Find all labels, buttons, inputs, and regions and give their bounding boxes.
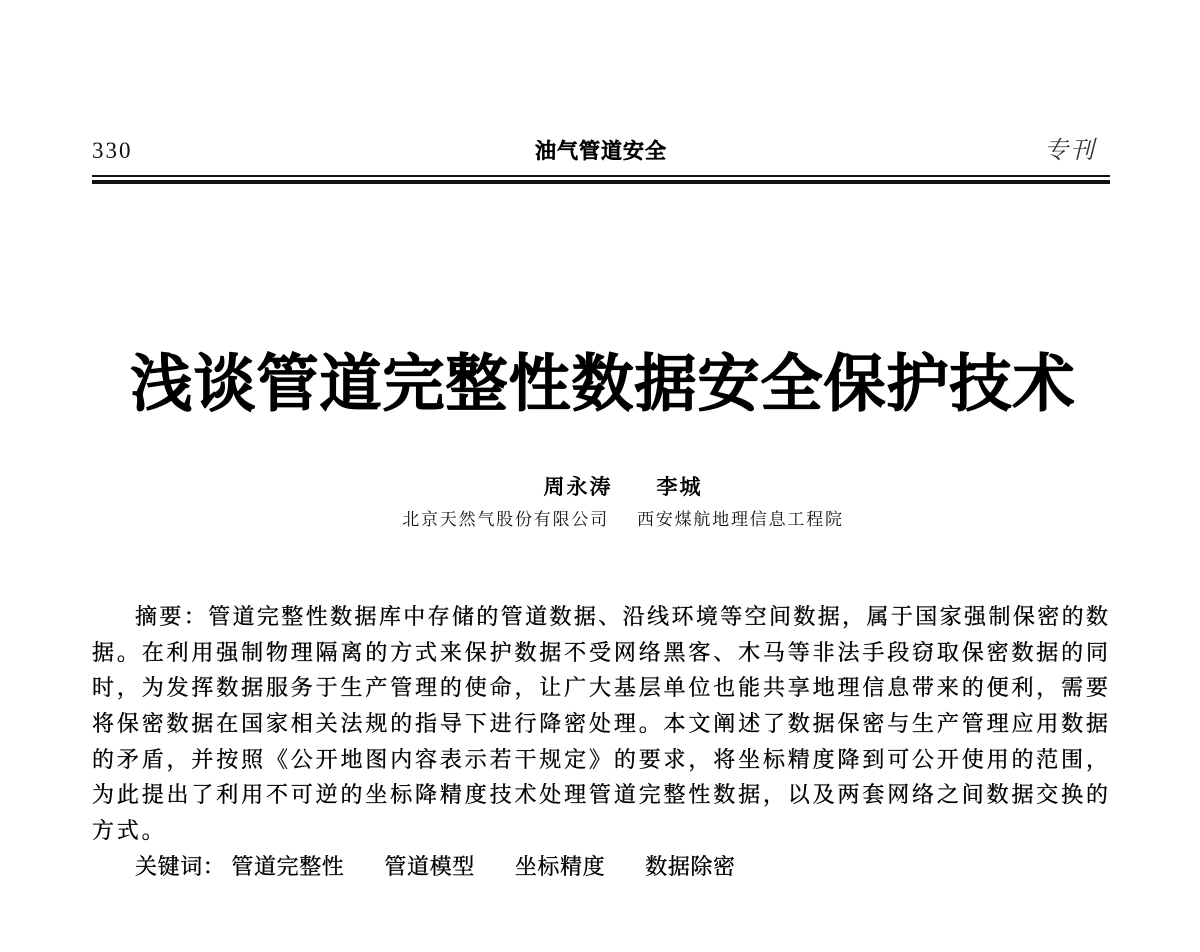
issue-label: 专刊 [1044,138,1096,164]
keyword-item: 管道完整性 [231,854,345,880]
abstract-line: 时，为发挥数据服务于生产管理的使命，让广大基层单位也能共享地理信息带来的便利，需要 [92,676,1111,702]
affiliation: 西安煤航地理信息工程院 [637,510,844,530]
author-name: 李城 [656,474,703,499]
journal-title: 油气管道安全 [535,139,667,163]
running-head [92,137,1110,165]
page-number: 330 [92,138,133,163]
keyword-item: 管道模型 [384,854,475,880]
affiliation: 北京天然气股份有限公司 [402,510,609,530]
affiliation-list [46,509,1200,531]
keywords [92,850,1108,886]
author-name: 周永涛 [543,474,613,499]
abstract-line: 的矛盾，并按照《公开地图内容表示若干规定》的要求，将坐标精度降到可公开使用的范围， [92,747,1111,773]
header-rule-thick [92,180,1110,184]
abstract [92,600,1111,886]
abstract-line: 将保密数据在国家相关法规的指导下进行降密处理。本文阐述了数据保密与生产管理应用数据 [92,712,1111,738]
abstract-line [92,600,1111,636]
abstract-line: 为此提出了利用不可逆的坐标降精度技术处理管道完整性数据，以及两套网络之间数据交换的 [92,783,1111,809]
keyword-item: 坐标精度 [514,854,606,880]
abstract-line: 方式。 [92,819,167,845]
keywords-label: 关键词： [135,854,226,880]
keyword-item: 数据除密 [645,854,736,880]
abstract-line: 据。在利用强制物理隔离的方式来保护数据不受网络黑客、木马等非法手段窃取保密数据的同 [92,640,1111,666]
author-list [46,474,1200,500]
article-title: 浅谈管道完整性数据安全保护技术 [130,347,1076,420]
abstract-text: 管道完整性数据库中存储的管道数据、沿线环境等空间数据，属于国家强制保密的数 [208,605,1111,630]
abstract-label: 摘要： [135,605,209,630]
header-rule-thin [92,175,1110,177]
